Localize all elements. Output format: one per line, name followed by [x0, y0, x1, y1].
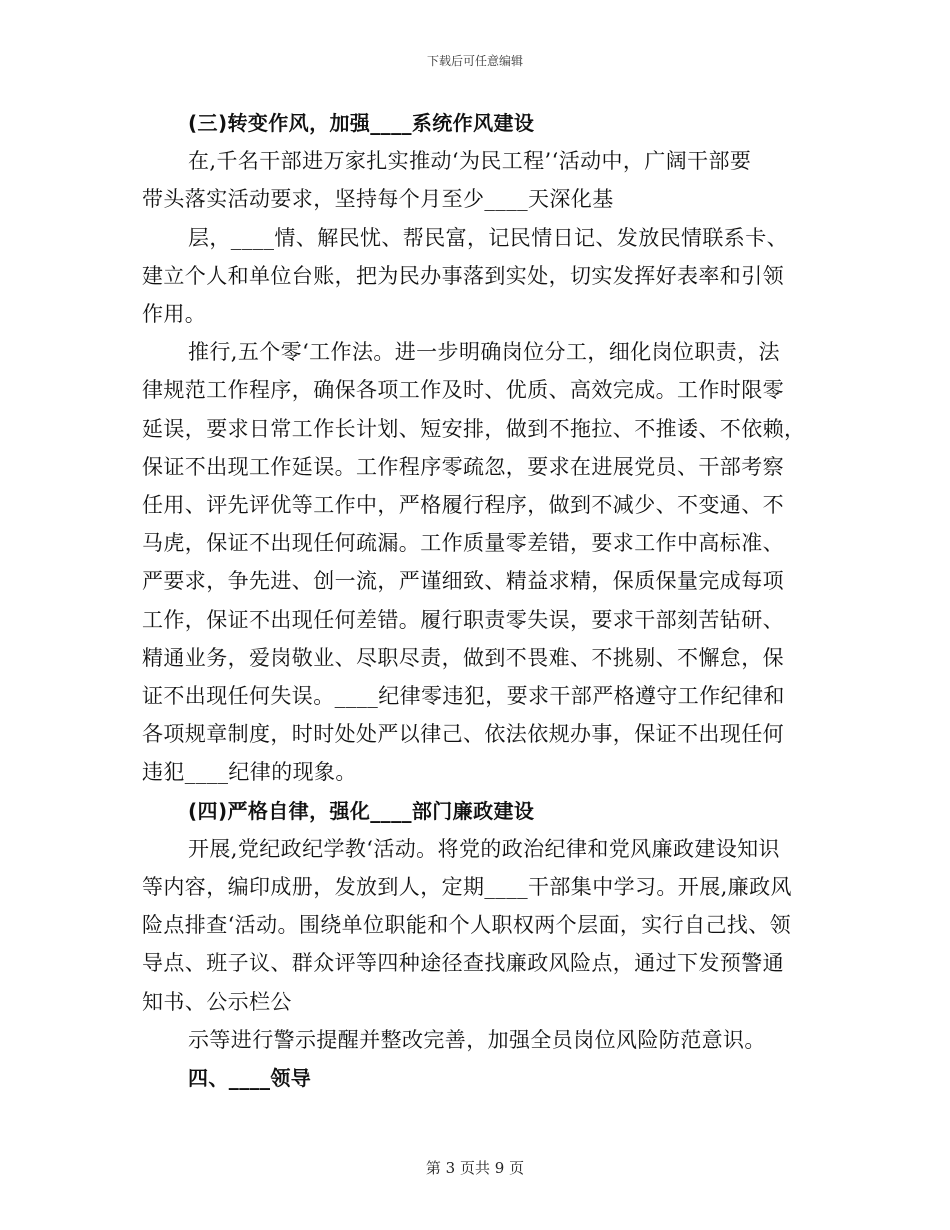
- paragraph-2: [142, 219, 807, 334]
- paragraph-5: [142, 1021, 807, 1059]
- text-line: 违犯____纪律的现象。: [142, 760, 357, 785]
- text-line: 保证不出现工作延误。工作程序零疏忽，要求在进展党员、干部考察: [142, 454, 784, 479]
- text-line: 任用、评先评优等工作中，严格履行程序，做到不减少、不变通、不: [142, 493, 784, 518]
- text-line: 在,千名干部进万家扎实推动‘为民工程’‘活动中，广阔干部要: [188, 149, 752, 174]
- document-body: [142, 104, 807, 1097]
- text-line: 工作，保证不出现任何差错。履行职责零失误，要求干部刻苦钻研、: [142, 607, 784, 632]
- text-line: 律规范工作程序，确保各项工作及时、优质、高效完成。工作时限零: [142, 378, 784, 403]
- text-line: 带头落实活动要求，坚持每个月至少____天深化基: [142, 187, 614, 212]
- text-line: 知书、公示栏公: [142, 989, 292, 1014]
- paragraph-4: [142, 830, 807, 1021]
- section-heading-3: (三)转变作风，加强____系统作风建设: [188, 111, 535, 135]
- text-line: 各项规章制度，时时处处严以律己、依法依规办事，保证不出现任何: [142, 722, 784, 747]
- text-line: 建立个人和单位台账，把为民办事落到实处，切实发挥好表率和引领: [142, 263, 784, 288]
- text-line: 险点排查‘活动。围绕单位职能和个人职权两个层面，实行自己找、领: [142, 913, 792, 938]
- text-line: 等内容，编印成册，发放到人，定期____干部集中学习。开展,廉政风: [142, 875, 792, 900]
- text-line: 层，____情、解民忧、帮民富，记民情日记、发放民情联系卡、: [188, 225, 788, 250]
- text-line: 开展,党纪政纪学教‘活动。将党的政治纪律和党风廉政建设知识: [188, 836, 780, 861]
- text-line: 证不出现任何失误。____纪律零违犯，要求干部严格遵守工作纪律和: [142, 684, 785, 709]
- page-footer: 第 3 页共 9 页: [425, 1159, 525, 1177]
- paragraph-1: [142, 142, 807, 218]
- text-line: 作用。: [142, 302, 207, 327]
- text-line: 严要求，争先进、创一流，严谨细致、精益求精，保质保量完成每项: [142, 569, 784, 594]
- text-line: 马虎，保证不出现任何疏漏。工作质量零差错，要求工作中高标准、: [142, 531, 784, 556]
- text-line: 延误，要求日常工作长计划、短安排，做到不拖拉、不推诿、不依赖，: [142, 416, 806, 441]
- paragraph-3: [142, 333, 807, 791]
- section-heading-4: (四)严格自律，强化____部门廉政建设: [188, 798, 535, 823]
- text-line: 示等进行警示提醒并整改完善，加强全员岗位风险防范意识。: [188, 1027, 766, 1052]
- section-heading-four: 四、____领导: [188, 1066, 312, 1091]
- text-line: 导点、班子议、群众评等四种途径查找廉政风险点，通过下发预警通: [142, 951, 784, 976]
- text-line: 推行,五个零‘工作法。进一步明确岗位分工，细化岗位职责，法: [188, 340, 780, 365]
- page-header: 下载后可任意编辑: [426, 54, 523, 68]
- text-line: 精通业务，爱岗敬业、尽职尽责，做到不畏难、不挑剔、不懈怠，保: [142, 645, 784, 670]
